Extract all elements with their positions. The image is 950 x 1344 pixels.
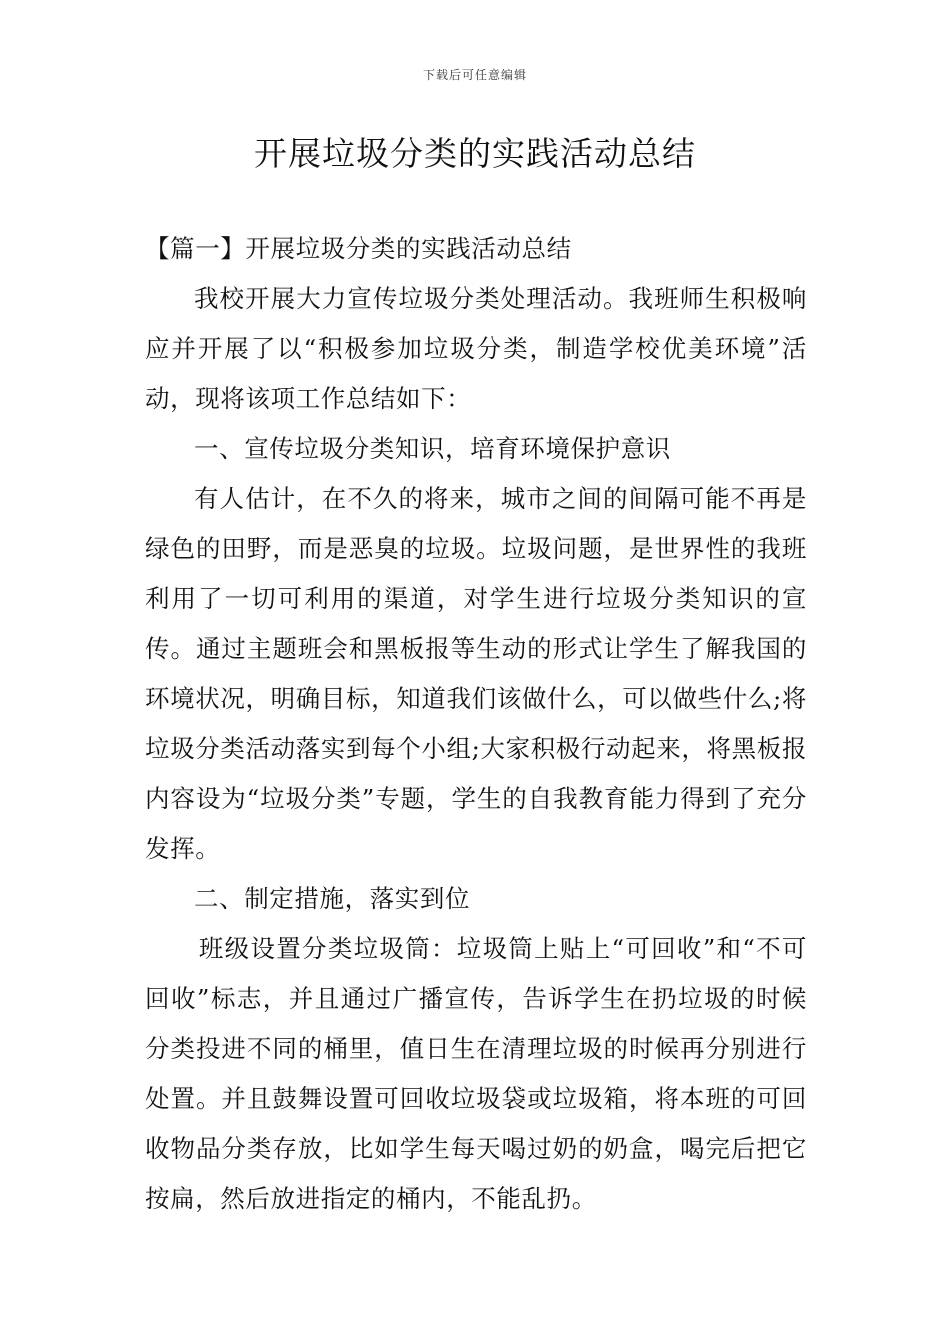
document-title: 开展垃圾分类的实践活动总结 [254,134,696,173]
subheading-one: 一、宣传垃圾分类知识，培育环境保护意识 [194,434,671,463]
paragraph-measures: 班级设置分类垃圾筒：垃圾筒上贴上“可回收”和“不可回收”标志，并且通过广播宣传，告诉学生在扔垃圾的时候分类投进不同的桶里，值日生在清理垃圾的时候再分别进行处置。并且鼓舞设置可回收垃圾袋或垃圾箱，将本班的可回收物品分类存放，比如学生每天喝过奶的奶盒，喝完后把它按扁，然后放进指定的桶内，不能乱扔。 [145,934,807,1213]
document-body [145,224,807,1224]
subheading-two: 二、制定措施，落实到位 [194,884,471,913]
paragraph-knowledge: 有人估计，在不久的将来，城市之间的间隔可能不再是绿色的田野，而是恶臭的垃圾。垃圾问题，是世界性的我班利用了一切可利用的渠道，对学生进行垃圾分类知识的宣传。通过主题班会和黑板报等生动的形式让学生了解我国的环境状况，明确目标，知道我们该做什么，可以做些什么;将垃圾分类活动落实到每个小组;大家积极行动起来，将黑板报内容设为“垃圾分类”专题，学生的自我教育能力得到了充分发挥。 [145,484,807,863]
paragraph-intro: 我校开展大力宣传垃圾分类处理活动。我班师生积极响应并开展了以“积极参加垃圾分类，制造学校优美环境”活动，现将该项工作总结如下： [145,284,807,413]
section-heading: 【篇一】开展垃圾分类的实践活动总结 [145,234,572,263]
header-note: 下载后可任意编辑 [422,68,527,82]
